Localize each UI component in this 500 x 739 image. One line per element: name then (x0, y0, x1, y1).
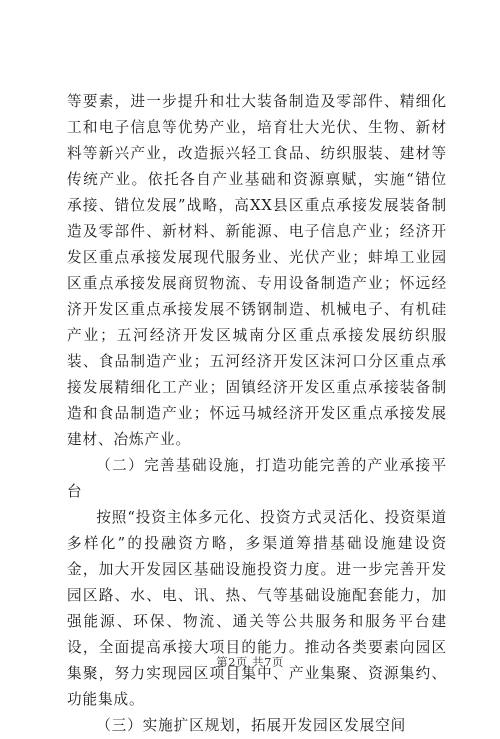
section-heading-infrastructure: （二）完善基础设施，打造功能完善的产业承接平台 (67, 457, 447, 500)
document-body (67, 89, 447, 739)
paragraph-industry-layout: 等要素，进一步提升和壮大装备制造及零部件、精细化工和电子信息等优势产业，培育壮大光伏、生物、新材料等新兴产业，改造振兴轻工食品、纺织服装、建材等传统产业。依托各自产业基础和资源禀赋，实施“错位承接、错位发展”战略，高XX县区重点承接发展装备制造及零部件、新材料、新能源、电子信息产业；经济开发区重点承接发展现代服务业、光伏产业；蚌埠工业园区重点承接发展商贸物流、专用设备制造产业；怀远经济开发区重点承接发展不锈钢制造、机械电子、有机硅产业；五河经济开发区城南分区重点承接发展纺织服装、食品制造产业；五河经济开发区沫河口分区重点承接发展精细化工产业；固镇经济开发区重点承接装备制造和食品制造产业；怀远马城经济开发区重点承接发展建材、冶炼产业。 (67, 93, 447, 448)
section-heading-expansion: （三）实施扩区规划，拓展开发园区发展空间 (96, 717, 407, 734)
paragraph-infrastructure: 按照“投资主体多元化、投资方式灵活化、投资渠道多样化”的投融资方略，多渠道筹措基础设施建设资金，加大开发园区基础设施投资力度。进一步完善开发园区路、水、电、讯、热、气等基础设施配套能力，加强能源、环保、物流、通关等公共服务和服务平台建设，全面提高承接大项目的能力。推动各类要素向园区集聚，努力实现园区项目集中、产业集聚、资源集约、功能集成。 (67, 509, 447, 708)
page-number-footer: 第2页 共7页 (216, 655, 284, 669)
